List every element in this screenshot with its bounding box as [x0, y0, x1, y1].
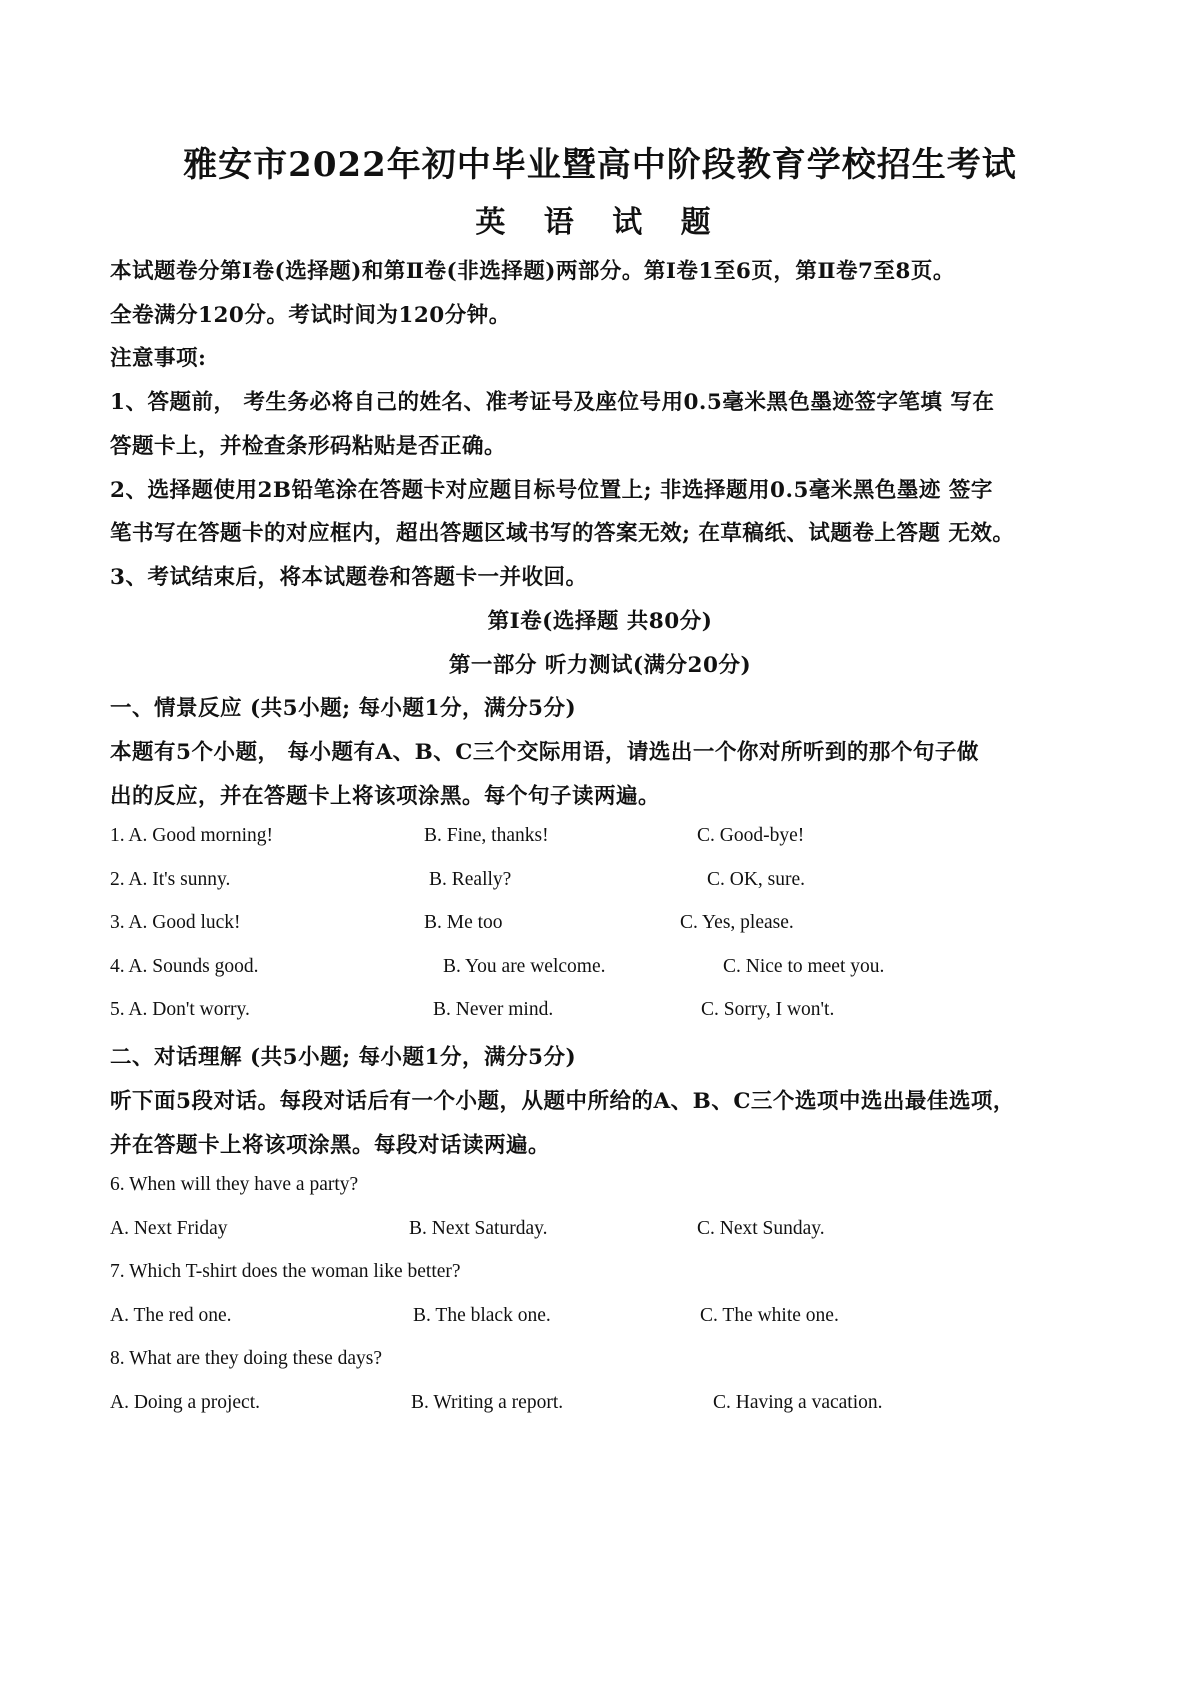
section1-heading: 一、情景反应 (共5小题; 每小题1分，满分5分): [110, 696, 577, 721]
section1-instruction-line-2: 出的反应，并在答题卡上将该项涂黑。每个句子读两遍。: [110, 784, 661, 809]
q7-option-c: C. The white one.: [700, 1305, 839, 1326]
q4-option-c: C. Nice to meet you.: [723, 956, 885, 977]
q1-option-b: B. Fine, thanks!: [424, 825, 549, 846]
section1-instruction-line-1: 本题有5个小题， 每小题有A、B、C三个交际用语，请选出一个你对所听到的那个句子做: [110, 740, 979, 765]
q8-stem: 8. What are they doing these days?: [110, 1348, 383, 1369]
exam-title: 雅安市2022年初中毕业暨高中阶段教育学校招生考试: [183, 145, 1017, 185]
q3-option-c: C. Yes, please.: [680, 912, 794, 933]
q8-option-a: A. Doing a project.: [110, 1392, 261, 1413]
q8-option-c: C. Having a vacation.: [713, 1392, 883, 1413]
notice-item-2-line-1: 2、选择题使用2B铅笔涂在答题卡对应题目标号位置上; 非选择题用0.5毫米黑色墨迹 签字: [110, 478, 993, 503]
q8-option-b: B. Writing a report.: [411, 1392, 564, 1413]
part1-heading: 第一部分 听力测试(满分20分): [448, 653, 752, 678]
q3-option-b: B. Me too: [424, 912, 503, 933]
exam-subtitle: 英 语 试 题: [475, 205, 725, 240]
q7-option-b: B. The black one.: [413, 1305, 551, 1326]
notice-heading: 注意事项:: [110, 346, 207, 371]
notice-item-1-line-1: 1、答题前， 考生务必将自己的姓名、准考证号及座位号用0.5毫米黑色墨迹签字笔填 写在: [110, 390, 995, 415]
q6-option-c: C. Next Sunday.: [697, 1218, 825, 1239]
section2-instruction-line-1: 听下面5段对话。每段对话后有一个小题，从题中所给的A、B、C三个选项中选出最佳选项，: [110, 1089, 1015, 1114]
volume-heading: 第I卷(选择题 共80分): [487, 609, 713, 634]
q3-option-a: 3. A. Good luck!: [110, 912, 241, 933]
q6-option-b: B. Next Saturday.: [409, 1218, 548, 1239]
section2-heading: 二、对话理解 (共5小题; 每小题1分，满分5分): [110, 1045, 577, 1070]
notice-item-2-line-2: 笔书写在答题卡的对应框内，超出答题区域书写的答案无效; 在草稿纸、试题卷上答题 无效。: [110, 521, 1015, 546]
intro-line-2: 全卷满分120分。考试时间为120分钟。: [110, 303, 511, 328]
q4-option-b: B. You are welcome.: [443, 956, 606, 977]
q7-stem: 7. Which T-shirt does the woman like better?: [110, 1261, 461, 1282]
q7-option-a: A. The red one.: [110, 1305, 232, 1326]
q4-option-a: 4. A. Sounds good.: [110, 956, 259, 977]
notice-item-3: 3、考试结束后，将本试题卷和答题卡一并收回。: [110, 565, 588, 590]
q6-stem: 6. When will they have a party?: [110, 1174, 359, 1195]
q5-option-b: B. Never mind.: [433, 999, 554, 1020]
notice-item-1-line-2: 答题卡上，并检查条形码粘贴是否正确。: [110, 434, 507, 459]
intro-line-1: 本试题卷分第Ⅰ卷(选择题)和第Ⅱ卷(非选择题)两部分。第Ⅰ卷1至6页，第Ⅱ卷7至8页。: [110, 259, 955, 284]
q6-option-a: A. Next Friday: [110, 1218, 228, 1239]
q5-option-a: 5. A. Don't worry.: [110, 999, 250, 1020]
q1-option-a: 1. A. Good morning!: [110, 825, 274, 846]
q2-option-b: B. Really?: [429, 869, 512, 890]
q2-option-a: 2. A. It's sunny.: [110, 869, 231, 890]
q5-option-c: C. Sorry, I won't.: [701, 999, 835, 1020]
q2-option-c: C. OK, sure.: [707, 869, 806, 890]
q1-option-c: C. Good-bye!: [697, 825, 805, 846]
section2-instruction-line-2: 并在答题卡上将该项涂黑。每段对话读两遍。: [110, 1133, 551, 1158]
